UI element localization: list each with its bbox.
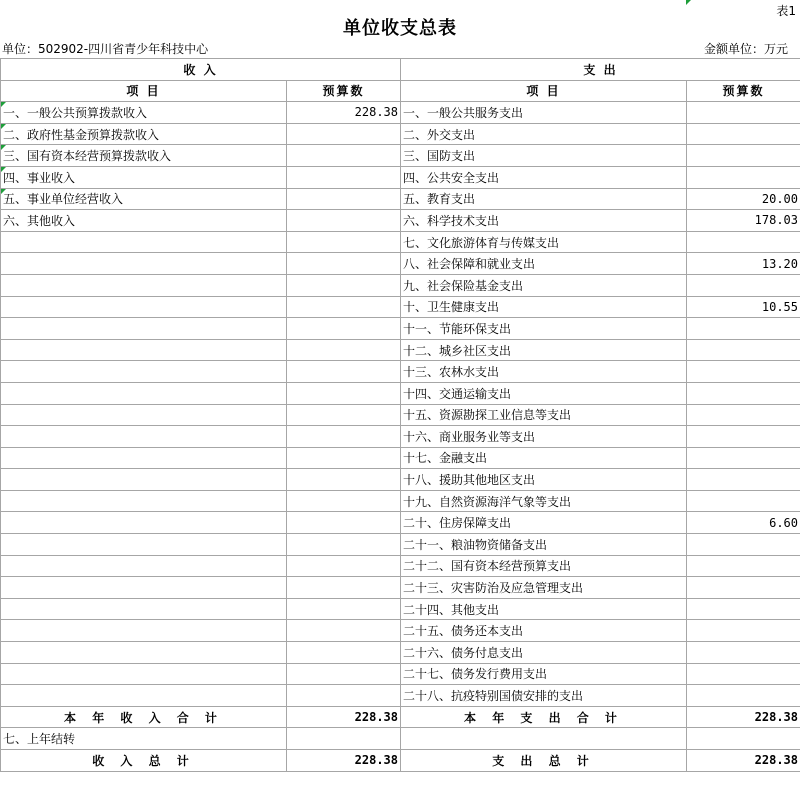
expense-value-cell: [687, 620, 800, 642]
income-value-cell: [287, 318, 401, 340]
table-row: [1, 166, 800, 188]
table-row: [1, 642, 800, 664]
expense-header: 支 出: [401, 59, 800, 81]
income-value-cell: [287, 642, 401, 664]
expense-item-cell: 六、科学技术支出: [401, 210, 687, 232]
table-row: [1, 210, 800, 232]
expense-item-cell: 十九、自然资源海洋气象等支出: [401, 490, 687, 512]
income-item-cell: [1, 447, 287, 469]
income-value-cell: [287, 145, 401, 167]
expense-value-cell: 20.00: [687, 188, 800, 210]
expense-value-cell: [687, 642, 800, 664]
expense-value-cell: [687, 577, 800, 599]
year-total-row-income-label: 本 年 收 入 合 计: [1, 706, 287, 728]
income-item-cell: 六、其他收入: [1, 210, 287, 232]
income-item-cell: [1, 296, 287, 318]
income-value-cell: [287, 361, 401, 383]
expense-item-cell: 二十一、粮油物资储备支出: [401, 534, 687, 556]
expense-value-cell: [687, 274, 800, 296]
expense-value-cell: [687, 318, 800, 340]
expense-item-cell: 十八、援助其他地区支出: [401, 469, 687, 491]
expense-item-cell: 十七、金融支出: [401, 447, 687, 469]
budget-table: [0, 58, 800, 772]
table-row: [1, 102, 800, 124]
table-row: [1, 490, 800, 512]
income-value-cell: [287, 382, 401, 404]
expense-item-cell: 十二、城乡社区支出: [401, 339, 687, 361]
income-item-cell: [1, 620, 287, 642]
expense-value-cell: [687, 555, 800, 577]
unit-label: 单位：502902-四川省青少年科技中心: [2, 42, 209, 56]
income-value-cell: [287, 166, 401, 188]
income-item-cell: [1, 642, 287, 664]
income-item-cell: [1, 231, 287, 253]
expense-value-cell: [687, 339, 800, 361]
income-item-cell: 五、事业单位经营收入: [1, 188, 287, 210]
table-row: [1, 663, 800, 685]
table-row: [1, 274, 800, 296]
expense-value-cell: 13.20: [687, 253, 800, 275]
expense-value-cell: 178.03: [687, 210, 800, 232]
table-row: [1, 447, 800, 469]
income-value-cell: [287, 598, 401, 620]
expense-value-cell: [687, 663, 800, 685]
income-item-cell: [1, 577, 287, 599]
income-item-cell: [1, 404, 287, 426]
table-row: [1, 620, 800, 642]
year-total-row-expense-value: 228.38: [687, 706, 800, 728]
income-value-cell: [287, 274, 401, 296]
table-row: [1, 145, 800, 167]
table-row: [1, 318, 800, 340]
income-value-cell: [287, 663, 401, 685]
income-value-cell: [287, 231, 401, 253]
income-value-cell: [287, 404, 401, 426]
income-item-cell: [1, 318, 287, 340]
income-item-cell: [1, 490, 287, 512]
income-item-cell: [1, 339, 287, 361]
expense-item-cell: 一、一般公共服务支出: [401, 102, 687, 124]
grand-total-row-income-value: 228.38: [287, 750, 401, 772]
expense-value-cell: [687, 447, 800, 469]
income-item-cell: [1, 469, 287, 491]
expense-item-cell: 四、公共安全支出: [401, 166, 687, 188]
expense-value-cell: [687, 490, 800, 512]
income-item-cell: [1, 253, 287, 275]
table-row: [1, 123, 800, 145]
income-value-cell: [287, 339, 401, 361]
table-row: [1, 339, 800, 361]
expense-value-cell: [687, 361, 800, 383]
expense-value-cell: [687, 426, 800, 448]
income-item-cell: 一、一般公共预算拨款收入: [1, 102, 287, 124]
expense-item-cell: 九、社会保险基金支出: [401, 274, 687, 296]
expense-value-cell: [687, 145, 800, 167]
column-header-row: [1, 80, 800, 102]
income-value-cell: [287, 210, 401, 232]
expense-item-cell: 三、国防支出: [401, 145, 687, 167]
table-number-label: 表1: [776, 4, 796, 18]
expense-item-cell: 五、教育支出: [401, 188, 687, 210]
expense-value-cell: [687, 598, 800, 620]
income-value-cell: [287, 512, 401, 534]
income-item-header: 项 目: [1, 80, 287, 102]
expense-value-cell: [687, 166, 800, 188]
expense-value-cell: [687, 123, 800, 145]
table-row: [1, 555, 800, 577]
income-item-cell: [1, 534, 287, 556]
income-value-cell: [287, 123, 401, 145]
expense-item-header: 项 目: [401, 80, 687, 102]
table-row: [1, 685, 800, 707]
income-item-cell: [1, 555, 287, 577]
grand-total-row-income-label: 收 入 总 计: [1, 750, 287, 772]
expense-item-cell: 二十二、国有资本经营预算支出: [401, 555, 687, 577]
expense-value-cell: [687, 231, 800, 253]
expense-value-cell: [687, 469, 800, 491]
income-value-cell: [287, 555, 401, 577]
income-item-cell: [1, 382, 287, 404]
expense-item-cell: 二十四、其他支出: [401, 598, 687, 620]
income-item-cell: [1, 598, 287, 620]
income-value-cell: [287, 534, 401, 556]
expense-budget-header: 预算数: [687, 80, 800, 102]
expense-value-cell: [687, 685, 800, 707]
carryover-expense-value-cell: [687, 728, 800, 750]
expense-item-cell: 二十、住房保障支出: [401, 512, 687, 534]
income-header: 收 入: [1, 59, 401, 81]
table-row: [1, 534, 800, 556]
expense-item-cell: 八、社会保障和就业支出: [401, 253, 687, 275]
expense-item-cell: 十四、交通运输支出: [401, 382, 687, 404]
expense-item-cell: 二十三、灾害防治及应急管理支出: [401, 577, 687, 599]
expense-value-cell: [687, 382, 800, 404]
expense-item-cell: 十五、资源勘探工业信息等支出: [401, 404, 687, 426]
income-item-cell: [1, 663, 287, 685]
income-item-cell: 四、事业收入: [1, 166, 287, 188]
income-value-cell: [287, 296, 401, 318]
income-item-cell: [1, 685, 287, 707]
table-row: [1, 598, 800, 620]
expense-item-cell: 十三、农林水支出: [401, 361, 687, 383]
income-item-cell: [1, 512, 287, 534]
section-header-row: [1, 59, 800, 81]
expense-item-cell: 十、卫生健康支出: [401, 296, 687, 318]
income-value-cell: 228.38: [287, 102, 401, 124]
year-total-row-income-value: 228.38: [287, 706, 401, 728]
table-row: [1, 512, 800, 534]
page-title: 单位收支总表: [343, 18, 457, 39]
income-value-cell: [287, 469, 401, 491]
income-value-cell: [287, 577, 401, 599]
corner-marker: [686, 0, 691, 5]
expense-value-cell: 10.55: [687, 296, 800, 318]
table-row: [1, 426, 800, 448]
table-row: [1, 361, 800, 383]
table-row: [1, 404, 800, 426]
table-row: [1, 231, 800, 253]
grand-total-row: [1, 750, 800, 772]
income-item-cell: [1, 426, 287, 448]
grand-total-row-expense-label: 支 出 总 计: [401, 750, 687, 772]
table-row: [1, 188, 800, 210]
income-value-cell: [287, 620, 401, 642]
expense-value-cell: [687, 534, 800, 556]
table-row: [1, 469, 800, 491]
carryover-expense-item-cell: [401, 728, 687, 750]
income-item-cell: 二、政府性基金预算拨款收入: [1, 123, 287, 145]
expense-item-cell: 二、外交支出: [401, 123, 687, 145]
year-total-row-expense-label: 本 年 支 出 合 计: [401, 706, 687, 728]
carryover-row: [1, 728, 800, 750]
expense-item-cell: 十六、商业服务业等支出: [401, 426, 687, 448]
expense-item-cell: 二十八、抗疫特别国债安排的支出: [401, 685, 687, 707]
table-row: [1, 253, 800, 275]
expense-value-cell: 6.60: [687, 512, 800, 534]
amount-unit-label: 金额单位：万元: [703, 42, 788, 56]
table-row: [1, 382, 800, 404]
income-value-cell: [287, 188, 401, 210]
expense-item-cell: 七、文化旅游体育与传媒支出: [401, 231, 687, 253]
expense-item-cell: 二十六、债务付息支出: [401, 642, 687, 664]
carryover-value-cell: [287, 728, 401, 750]
income-item-cell: [1, 274, 287, 296]
income-value-cell: [287, 490, 401, 512]
carryover-item-cell: 七、上年结转: [1, 728, 287, 750]
income-item-cell: 三、国有资本经营预算拨款收入: [1, 145, 287, 167]
expense-item-cell: 二十五、债务还本支出: [401, 620, 687, 642]
expense-item-cell: 二十七、债务发行费用支出: [401, 663, 687, 685]
income-value-cell: [287, 253, 401, 275]
table-row: [1, 296, 800, 318]
year-total-row: [1, 706, 800, 728]
table-row: [1, 577, 800, 599]
income-item-cell: [1, 361, 287, 383]
expense-value-cell: [687, 404, 800, 426]
income-budget-header: 预算数: [287, 80, 401, 102]
expense-item-cell: 十一、节能环保支出: [401, 318, 687, 340]
expense-value-cell: [687, 102, 800, 124]
income-value-cell: [287, 685, 401, 707]
income-value-cell: [287, 426, 401, 448]
income-value-cell: [287, 447, 401, 469]
grand-total-row-expense-value: 228.38: [687, 750, 800, 772]
